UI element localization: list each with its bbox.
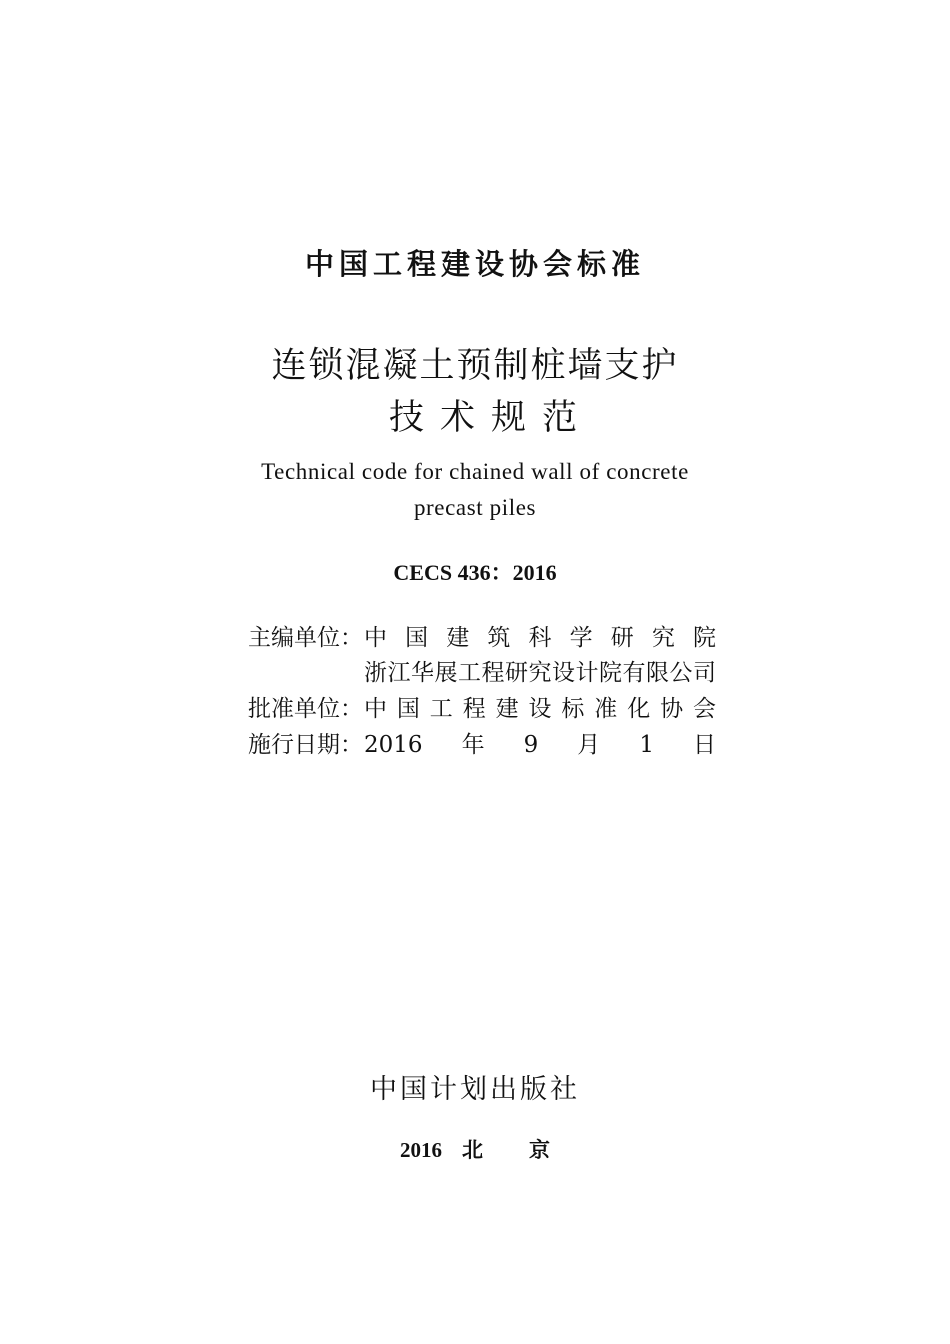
approval-unit: 中国工程建设标准化协会: [364, 696, 716, 722]
chief-editors-row: [0, 619, 950, 649]
imprint-city-part2: 京: [529, 1137, 550, 1162]
standard-code: CECS 436：2016: [393, 560, 557, 585]
imprint-city-part1: 北: [462, 1137, 483, 1162]
imprint-year: 2016: [400, 1138, 442, 1162]
title-en-line2: precast piles: [413, 495, 537, 520]
title-zh-line1: 连锁混凝土预制桩墙支护: [271, 346, 679, 386]
approval-label: 批准单位：: [248, 696, 363, 722]
title-en-line1: Technical code for chained wall of concrete: [261, 459, 689, 484]
publisher: 中国计划出版社: [370, 1074, 580, 1105]
effective-date: 2016年9月1日: [364, 732, 716, 758]
effective-date-row: [0, 726, 950, 756]
chief-editor-2: 浙江华展工程研究设计院有限公司: [364, 660, 716, 686]
title-zh-line2: 技术规范: [388, 398, 593, 438]
imprint: [0, 1134, 950, 1164]
chief-editor-1: 中国建筑科学研究院: [364, 625, 716, 651]
chief-editors-row-2: [0, 654, 950, 684]
effective-date-label: 施行日期：: [248, 732, 363, 758]
approval-row: [0, 690, 950, 720]
chief-editors-label: 主编单位：: [248, 625, 363, 651]
series-title: 中国工程建设协会标准: [304, 247, 645, 281]
